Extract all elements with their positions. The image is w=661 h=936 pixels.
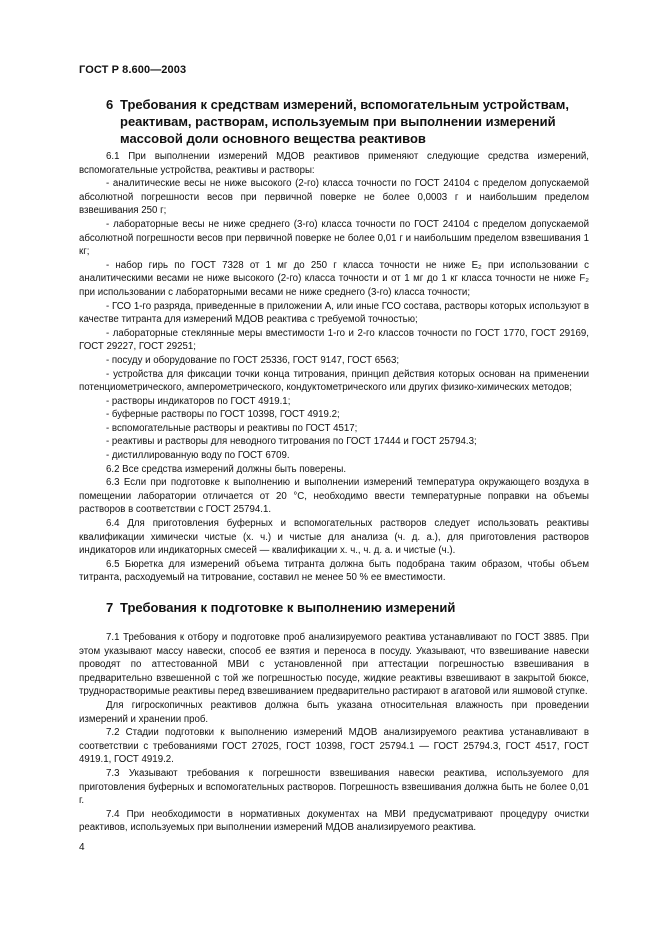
paragraph: Для гигроскопичных реактивов должна быть указана относительная влажность при проведении измерений и хранении проб. xyxy=(79,699,589,725)
paragraph: 6.1 При выполнении измерений МДОВ реактивов применяют следующие средства измерений, вспомогательные устройства, реактивы и растворы: xyxy=(79,151,589,176)
paragraph: - лабораторные весы не ниже среднего (3-го) класса точности по ГОСТ 24104 с пределом допускаемой абсолютной погрешности весов при первичной поверке не более 0,01 г и наибольшим пределом взвешивания 1 кг; xyxy=(79,218,589,258)
section-7-title: Требования к подготовке к выполнению измерений xyxy=(120,600,456,615)
page-number: 4 xyxy=(79,842,85,853)
section-6-heading xyxy=(79,96,589,147)
paragraph: 6.5 Бюретка для измерений объема титранта должна быть подобрана таким образом, чтобы объем титранта, расходуемый на титрование, составил не менее 50 % ее вместимости. xyxy=(79,558,589,584)
paragraph: - посуду и оборудование по ГОСТ 25336, ГОСТ 9147, ГОСТ 6563; xyxy=(106,354,400,366)
paragraph: 7.3 Указывают требования к погрешности взвешивания навески реактива, используемого для приготовления буферных и вспомогательных растворов. Погрешность взвешивания должна быть не более 0,01 г. xyxy=(79,767,589,807)
paragraph: - аналитические весы не ниже высокого (2-го) класса точности по ГОСТ 24104 с пределом допускаемой абсолютной погрешности весов при первичной поверке не более 0,0003 г и наибольшим пределом взвешивания 250 г; xyxy=(79,178,589,217)
section-6-body xyxy=(79,150,589,585)
paragraph: - буферные растворы по ГОСТ 10398, ГОСТ 4919.2; xyxy=(106,409,340,421)
paragraph: - растворы индикаторов по ГОСТ 4919.1; xyxy=(106,395,291,407)
paragraph: 6.4 Для приготовления буферных и вспомогательных растворов следует использовать реактивы квалификации химически чистые (х. ч.) и чистые для анализа (ч. д. а.), для приготовления растворов индикаторов или индикаторных смесей — квалификации х. ч., ч. д. а. и чистые (ч.). xyxy=(79,518,589,557)
paragraph: - дистиллированную воду по ГОСТ 6709. xyxy=(106,450,290,462)
paragraph: - вспомогательные растворы и реактивы по ГОСТ 4517; xyxy=(106,422,358,434)
section-6-title: Требования к средствам измерений, вспомогательным устройствам, реактивам, растворам, используемым при выполнении измерений массовой доли основного вещества реактивов xyxy=(120,97,570,146)
section-6-number: 6 xyxy=(106,97,114,112)
paragraph: 7.2 Стадии подготовки к выполнению измерений МДОВ анализируемого реактива устанавливают в соответствии с требованиями ГОСТ 27025, ГОСТ 10398, ГОСТ 25794.1 — ГОСТ 25794.3, ГОСТ 4517, ГОСТ 4919.1, ГОСТ 4919.2. xyxy=(79,727,589,766)
paragraph: - реактивы и растворы для неводного титрования по ГОСТ 17444 и ГОСТ 25794.3; xyxy=(106,436,477,448)
section-7-number: 7 xyxy=(106,600,114,615)
section-7-heading xyxy=(79,599,589,616)
document-header: ГОСТ Р 8.600—2003 xyxy=(79,64,187,76)
paragraph: - лабораторные стеклянные меры вместимости 1-го и 2-го классов точности по ГОСТ 1770, ГОСТ 29169, ГОСТ 29227, ГОСТ 29251; xyxy=(79,327,589,353)
section-7-body xyxy=(79,631,589,835)
paragraph: 6.3 Если при подготовке к выполнению и выполнении измерений температура окружающего воздуха в помещении лаборатории отличается от 20 °С, необходимо ввести температурные поправки на объемы растворов в соответствии с ГОСТ 25794.1. xyxy=(79,477,589,516)
paragraph: 7.4 При необходимости в нормативных документах на МВИ предусматривают процедуру очистки реактивов, используемых при выполнении измерений МДОВ анализируемого реактива. xyxy=(79,808,589,834)
paragraph: 7.1 Требования к отбору и подготовке проб анализируемого реактива устанавливают по ГОСТ 3885. При этом указывают массу навески, способ ее взятия и переноса в посуду. Указывают, что взвешивание навески проводят по аттестованной МВИ с установленной при аттестации погрешностью взвешивания в предварительно взвешенной с той же погрешностью посуде, жидкие реактивы взвешивают в закрытой бюксе, труднорастворимые реактивы перед взвешиванием предварительно растирают в агатовой или яшмовой ступке. xyxy=(79,632,589,698)
paragraph: 6.2 Все средства измерений должны быть поверены. xyxy=(106,463,347,475)
paragraph: - набор гирь по ГОСТ 7328 от 1 мг до 250 г класса точности не ниже E₂ при использовании с аналитическими весами не ниже высокого (2-го) класса точности и от 1 мг до 1 кг класса точности не ниже F₂ при использовании с лабораторными весами не ниже среднего (3-го) класса точности; xyxy=(79,259,589,298)
paragraph: - устройства для фиксации точки конца титрования, принцип действия которых основан на применении потенциометрического, амперометрического, кондуктометрического или других физико-химических методов; xyxy=(79,368,589,394)
paragraph: - ГСО 1-го разряда, приведенные в приложении А, или иные ГСО состава, растворы которых используют в качестве титранта для измерений МДОВ реактива с требуемой точностью; xyxy=(79,300,589,326)
